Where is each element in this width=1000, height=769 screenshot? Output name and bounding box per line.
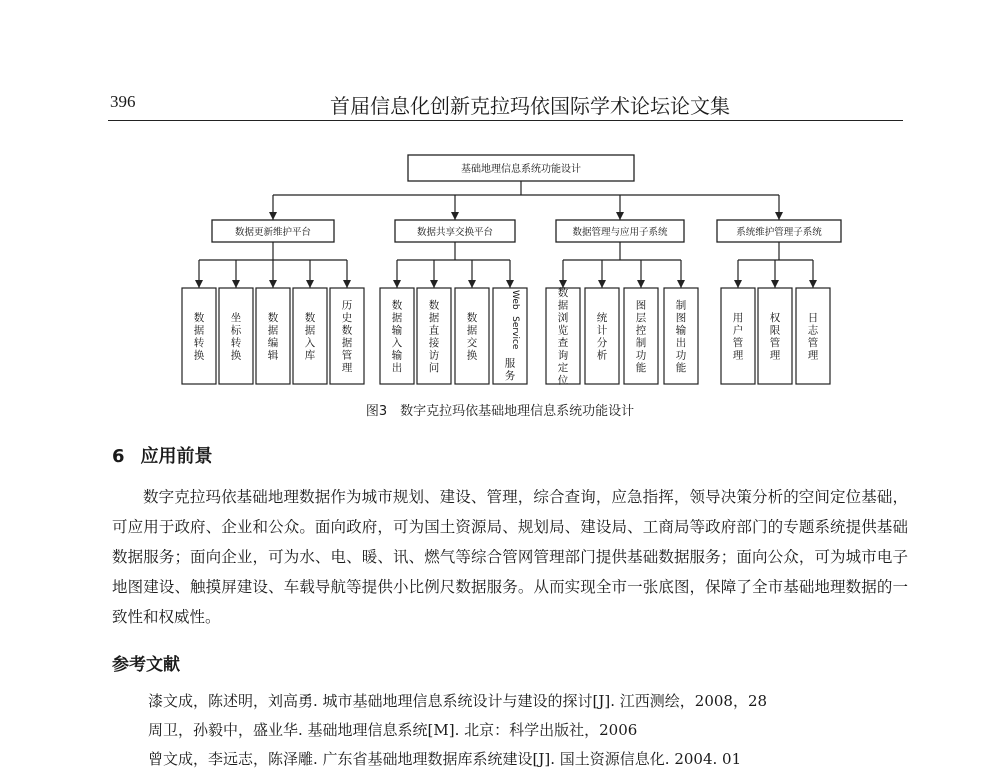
reference-item-2: 周卫，孙毅中，盛业华. 基础地理信息系统[M]. 北京：科学出版社，2006 xyxy=(148,721,638,739)
section-paragraph: 数字克拉玛依基础地理数据作为城市规划、建设、管理，综合查询，应急指挥，领导决策分析的空间定位基础，可应用于政府、企业和公众。面向政府，可为国土资源局、规划局、建设局、工商局等政府部门的专题系统提供基础数据服务；面向企业，可为水、电、暖、讯、燃气等综合管网管理部门提供基础数据服务；面向公众，可为城市电子地图建设、触摸屏建设、车载导航等提供小比例尺数据服务。从而实现全市一张底图，保障了全市基础地理数据的一致性和权威性。 xyxy=(112,488,908,626)
child-label: 日志管理 xyxy=(807,312,819,362)
section-title: 应用前景 xyxy=(140,446,213,467)
child-label: 数据输入输出 xyxy=(391,299,403,374)
level1-arrow xyxy=(451,212,459,220)
child-arrow xyxy=(468,280,476,288)
root-label: 基础地理信息系统功能设计 xyxy=(461,164,581,175)
group-label: 数据更新维护平台 xyxy=(234,227,312,238)
reference-item-3: 曾文成，李远志，陈泽雕. 广东省基础地理数据库系统建设[J]. 国土资源信息化. 2004. 01 xyxy=(148,750,742,768)
child-arrow xyxy=(430,280,438,288)
references-heading: 参考文献 xyxy=(112,655,180,675)
page-number: 396 xyxy=(110,92,136,111)
group-label: 数据共享交换平台 xyxy=(416,227,494,238)
child-label: 图层控制功能 xyxy=(635,299,647,374)
group-label: 数据管理与应用子系统 xyxy=(572,227,668,238)
child-arrow xyxy=(232,280,240,288)
child-arrow xyxy=(734,280,742,288)
child-arrow xyxy=(306,280,314,288)
child-label: 数据转换 xyxy=(193,312,205,362)
figure-caption: 图3 数字克拉玛依基础地理信息系统功能设计 xyxy=(365,404,635,419)
child-label-latin: Web xyxy=(510,289,520,310)
level1-arrow xyxy=(616,212,624,220)
child-label: 权限管理 xyxy=(769,312,781,362)
reference-item-1: 漆文成，陈述明，刘高勇. 城市基础地理信息系统设计与建设的探讨[J]. 江西测绘，2008，28 xyxy=(148,692,768,710)
section-number: 6 xyxy=(112,446,125,467)
child-label: 历史数据管理 xyxy=(341,299,353,374)
child-label: 数据交换 xyxy=(466,312,478,362)
group-label: 系统维护管理子系统 xyxy=(736,227,822,238)
child-arrow xyxy=(343,280,351,288)
child-label: 制图输出功能 xyxy=(675,299,687,374)
section-heading xyxy=(112,442,229,468)
child-arrow xyxy=(677,280,685,288)
child-arrow xyxy=(771,280,779,288)
child-arrow xyxy=(195,280,203,288)
child-arrow xyxy=(598,280,606,288)
level1-arrow xyxy=(269,212,277,220)
child-label: 统计分析 xyxy=(596,312,608,362)
child-label: 服务 xyxy=(504,357,516,382)
child-arrow xyxy=(809,280,817,288)
child-arrow xyxy=(637,280,645,288)
child-label-latin: Service xyxy=(510,316,520,350)
child-arrow xyxy=(269,280,277,288)
child-arrow xyxy=(393,280,401,288)
running-header-title: 首届信息化创新克拉玛依国际学术论坛论文集 xyxy=(330,94,730,118)
child-arrow xyxy=(506,280,514,288)
child-label: 用户管理 xyxy=(732,312,744,362)
child-label: 数据浏览查询定位 xyxy=(557,287,569,387)
child-label: 数据入库 xyxy=(304,312,316,362)
child-label: 数据直接访问 xyxy=(428,299,440,374)
level1-arrow xyxy=(775,212,783,220)
child-label: 数据编辑 xyxy=(267,312,279,362)
child-label: 坐标转换 xyxy=(230,312,242,362)
